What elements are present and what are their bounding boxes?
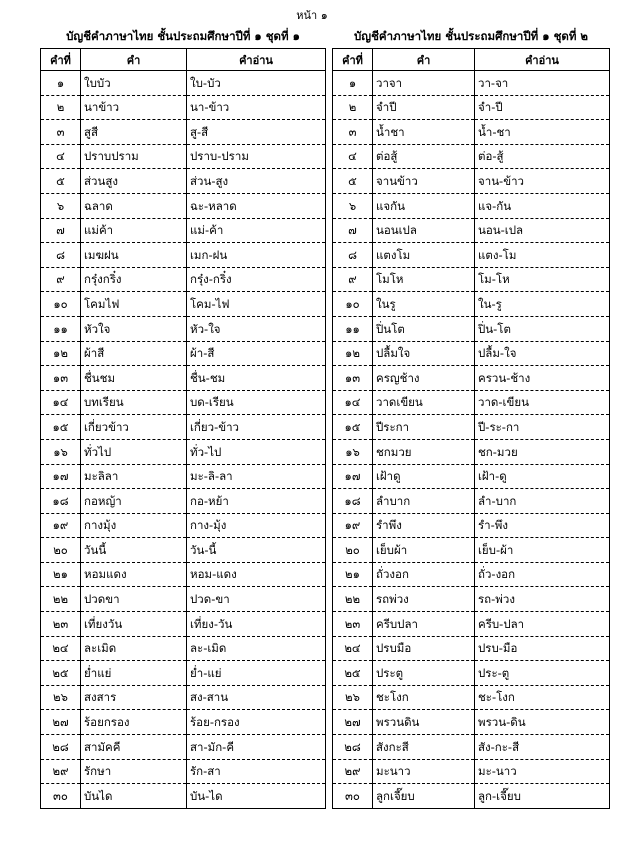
row-word: ฉลาด bbox=[81, 193, 187, 218]
table-row bbox=[41, 759, 326, 784]
row-number: ๒๓ bbox=[41, 612, 81, 637]
row-number: ๗ bbox=[41, 218, 81, 243]
row-reading: ชื่น-ชม bbox=[187, 366, 326, 391]
row-reading: แตง-โม bbox=[475, 243, 610, 268]
table-row bbox=[41, 489, 326, 514]
table-1-title: บัญชีคำภาษาไทย ชั้นประถมศึกษาปีที่ ๑ ชุดที่ ๑ bbox=[66, 29, 300, 43]
row-reading: ครวน-ช้าง bbox=[475, 366, 610, 391]
row-reading: ปลื้ม-ใจ bbox=[475, 341, 610, 366]
row-number: ๑๙ bbox=[41, 513, 81, 538]
row-number: ๑๓ bbox=[41, 366, 81, 391]
row-word: ชื่นชม bbox=[81, 366, 187, 391]
row-word: รถพ่วง bbox=[373, 587, 475, 612]
row-number: ๑๑ bbox=[41, 316, 81, 341]
row-reading: สา-มัก-คี bbox=[187, 735, 326, 760]
table-row bbox=[41, 144, 326, 169]
row-word: ปราบปราม bbox=[81, 144, 187, 169]
table-row bbox=[41, 784, 326, 809]
row-number: ๑ bbox=[41, 71, 81, 96]
table-row bbox=[41, 316, 326, 341]
row-word: พรวนดิน bbox=[373, 710, 475, 735]
table-row bbox=[41, 710, 326, 735]
row-number: ๒๕ bbox=[41, 661, 81, 686]
row-word: เกี่ยวข้าว bbox=[81, 415, 187, 440]
row-word: ร้อยกรอง bbox=[81, 710, 187, 735]
row-number: ๒๔ bbox=[333, 636, 373, 661]
row-number: ๓ bbox=[333, 120, 373, 145]
table-row bbox=[333, 464, 610, 489]
row-reading: บัน-ได bbox=[187, 784, 326, 809]
table-row bbox=[333, 439, 610, 464]
row-word: รำพึง bbox=[373, 513, 475, 538]
row-number: ๑๖ bbox=[333, 439, 373, 464]
row-word: มะลิลา bbox=[81, 464, 187, 489]
row-reading: โม-โห bbox=[475, 267, 610, 292]
page-number: หน้า ๑ bbox=[296, 9, 328, 22]
row-reading: ปวด-ขา bbox=[187, 587, 326, 612]
table-row bbox=[333, 562, 610, 587]
row-reading: ชก-มวย bbox=[475, 439, 610, 464]
row-number: ๘ bbox=[333, 243, 373, 268]
table-row bbox=[333, 759, 610, 784]
table-row bbox=[41, 562, 326, 587]
row-number: ๒๐ bbox=[333, 538, 373, 563]
row-word: ต่อสู้ bbox=[373, 144, 475, 169]
row-reading: โคม-ไฟ bbox=[187, 292, 326, 317]
row-word: หอมแดง bbox=[81, 562, 187, 587]
row-word: ทั่วไป bbox=[81, 439, 187, 464]
row-number: ๑๖ bbox=[41, 439, 81, 464]
table-row bbox=[333, 390, 610, 415]
row-word: จำปี bbox=[373, 95, 475, 120]
table-row bbox=[41, 685, 326, 710]
table-row bbox=[333, 710, 610, 735]
row-word: แตงโม bbox=[373, 243, 475, 268]
row-reading: ละ-เมิด bbox=[187, 636, 326, 661]
row-number: ๑๑ bbox=[333, 316, 373, 341]
row-word: ใบบัว bbox=[81, 71, 187, 96]
row-reading: วา-จา bbox=[475, 71, 610, 96]
table-row bbox=[333, 489, 610, 514]
row-number: ๒๘ bbox=[333, 735, 373, 760]
row-word: วาดเขียน bbox=[373, 390, 475, 415]
row-number: ๒๓ bbox=[333, 612, 373, 637]
row-number: ๑๒ bbox=[333, 341, 373, 366]
table-row bbox=[41, 267, 326, 292]
row-word: ปลื้มใจ bbox=[373, 341, 475, 366]
row-reading: ชะ-โงก bbox=[475, 685, 610, 710]
row-word: น้ำชา bbox=[373, 120, 475, 145]
row-number: ๔ bbox=[41, 144, 81, 169]
row-word: โคมไฟ bbox=[81, 292, 187, 317]
table-row bbox=[333, 120, 610, 145]
table-row bbox=[41, 292, 326, 317]
row-word: ประตู bbox=[373, 661, 475, 686]
row-reading: แจ-กัน bbox=[475, 193, 610, 218]
row-word: แจกัน bbox=[373, 193, 475, 218]
row-word: ชกมวย bbox=[373, 439, 475, 464]
row-reading: ประ-ตู bbox=[475, 661, 610, 686]
row-word: เที่ยงวัน bbox=[81, 612, 187, 637]
table-row bbox=[333, 661, 610, 686]
table-row bbox=[41, 636, 326, 661]
table-row bbox=[41, 612, 326, 637]
row-number: ๒๑ bbox=[333, 562, 373, 587]
row-word: ปีระกา bbox=[373, 415, 475, 440]
row-word: ครญช้าง bbox=[373, 366, 475, 391]
table-header-row bbox=[41, 49, 326, 71]
row-reading: ย่ำ-แย่ bbox=[187, 661, 326, 686]
row-word: แม่ค้า bbox=[81, 218, 187, 243]
row-reading: ส่วน-สูง bbox=[187, 169, 326, 194]
table-row bbox=[333, 71, 610, 96]
table-row bbox=[333, 144, 610, 169]
row-word: ลำบาก bbox=[373, 489, 475, 514]
row-reading: เย็บ-ผ้า bbox=[475, 538, 610, 563]
table-row bbox=[41, 95, 326, 120]
row-number: ๒ bbox=[333, 95, 373, 120]
row-word: วาจา bbox=[373, 71, 475, 96]
table-row bbox=[41, 735, 326, 760]
row-reading: มะ-ลิ-ลา bbox=[187, 464, 326, 489]
table-row bbox=[333, 267, 610, 292]
row-reading: ปิ่น-โต bbox=[475, 316, 610, 341]
row-number: ๑ bbox=[333, 71, 373, 96]
row-reading: ลูก-เจี๊ยบ bbox=[475, 784, 610, 809]
row-reading: ฉะ-หลาด bbox=[187, 193, 326, 218]
row-number: ๑๙ bbox=[333, 513, 373, 538]
row-number: ๑๕ bbox=[41, 415, 81, 440]
row-reading: สง-สาน bbox=[187, 685, 326, 710]
row-reading: จำ-ปี bbox=[475, 95, 610, 120]
table-row bbox=[333, 341, 610, 366]
row-number: ๒ bbox=[41, 95, 81, 120]
row-word: ปวดขา bbox=[81, 587, 187, 612]
row-word: กอหญ้า bbox=[81, 489, 187, 514]
row-number: ๒๖ bbox=[41, 685, 81, 710]
row-word: กรุ๋งกริ๋ง bbox=[81, 267, 187, 292]
word-table-set-1 bbox=[40, 48, 326, 809]
row-word: ถั่วงอก bbox=[373, 562, 475, 587]
row-reading: ร้อย-กรอง bbox=[187, 710, 326, 735]
row-number: ๒๗ bbox=[333, 710, 373, 735]
row-reading: วาด-เขียน bbox=[475, 390, 610, 415]
row-reading: กอ-หย้า bbox=[187, 489, 326, 514]
row-reading: หอม-แดง bbox=[187, 562, 326, 587]
row-reading: รถ-พ่วง bbox=[475, 587, 610, 612]
row-word: ปรบมือ bbox=[373, 636, 475, 661]
row-word: นอนเปล bbox=[373, 218, 475, 243]
row-reading: เฝ้า-ดู bbox=[475, 464, 610, 489]
table-row bbox=[333, 636, 610, 661]
row-number: ๓๐ bbox=[333, 784, 373, 809]
table-row bbox=[333, 316, 610, 341]
row-number: ๑๒ bbox=[41, 341, 81, 366]
row-number: ๒๒ bbox=[333, 587, 373, 612]
row-number: ๓ bbox=[41, 120, 81, 145]
row-reading: จาน-ข้าว bbox=[475, 169, 610, 194]
row-number: ๖ bbox=[41, 193, 81, 218]
row-word: ส่วนสูง bbox=[81, 169, 187, 194]
table-row bbox=[333, 735, 610, 760]
table-row bbox=[41, 341, 326, 366]
table-row bbox=[41, 661, 326, 686]
table-row bbox=[41, 390, 326, 415]
row-word: มะนาว bbox=[373, 759, 475, 784]
table-row bbox=[41, 439, 326, 464]
table-row bbox=[41, 464, 326, 489]
row-number: ๑๘ bbox=[333, 489, 373, 514]
header-number: คำที่ bbox=[333, 49, 373, 71]
row-word: ละเมิด bbox=[81, 636, 187, 661]
row-number: ๔ bbox=[333, 144, 373, 169]
row-reading: ปี-ระ-กา bbox=[475, 415, 610, 440]
table-header-row bbox=[333, 49, 610, 71]
row-word: สงสาร bbox=[81, 685, 187, 710]
row-reading: หัว-ใจ bbox=[187, 316, 326, 341]
row-number: ๙ bbox=[41, 267, 81, 292]
header-number: คำที่ bbox=[41, 49, 81, 71]
row-reading: ผ้า-สี bbox=[187, 341, 326, 366]
table-row bbox=[333, 95, 610, 120]
table-row bbox=[333, 587, 610, 612]
table-row bbox=[333, 366, 610, 391]
row-number: ๑๘ bbox=[41, 489, 81, 514]
row-number: ๒๕ bbox=[333, 661, 373, 686]
table-row bbox=[41, 366, 326, 391]
row-word: บันได bbox=[81, 784, 187, 809]
row-number: ๒๐ bbox=[41, 538, 81, 563]
row-reading: วัน-นี้ bbox=[187, 538, 326, 563]
row-number: ๑๓ bbox=[333, 366, 373, 391]
row-number: ๒๘ bbox=[41, 735, 81, 760]
row-number: ๖ bbox=[333, 193, 373, 218]
row-reading: ถั่ว-งอก bbox=[475, 562, 610, 587]
table-row bbox=[41, 243, 326, 268]
word-table-set-2 bbox=[332, 48, 610, 809]
row-word: วันนี้ bbox=[81, 538, 187, 563]
row-reading: ปรบ-มือ bbox=[475, 636, 610, 661]
row-word: เย็บผ้า bbox=[373, 538, 475, 563]
table-row bbox=[333, 513, 610, 538]
header-word: คำ bbox=[373, 49, 475, 71]
table-row bbox=[41, 71, 326, 96]
row-word: สูสี bbox=[81, 120, 187, 145]
row-reading: สู-สี bbox=[187, 120, 326, 145]
row-number: ๒๙ bbox=[333, 759, 373, 784]
table-row bbox=[333, 685, 610, 710]
row-reading: รำ-พึง bbox=[475, 513, 610, 538]
row-number: ๑๕ bbox=[333, 415, 373, 440]
table-row bbox=[333, 784, 610, 809]
row-number: ๒๒ bbox=[41, 587, 81, 612]
row-word: นาข้าว bbox=[81, 95, 187, 120]
row-word: เฝ้าดู bbox=[373, 464, 475, 489]
row-word: รักษา bbox=[81, 759, 187, 784]
row-word: ลูกเจี๊ยบ bbox=[373, 784, 475, 809]
table-row bbox=[41, 218, 326, 243]
row-reading: พรวน-ดิน bbox=[475, 710, 610, 735]
row-reading: ใน-รู bbox=[475, 292, 610, 317]
header-word: คำ bbox=[81, 49, 187, 71]
row-word: สังกะสี bbox=[373, 735, 475, 760]
row-number: ๓๐ bbox=[41, 784, 81, 809]
row-word: สามัคคี bbox=[81, 735, 187, 760]
row-reading: ทั่ว-ไป bbox=[187, 439, 326, 464]
table-2-title: บัญชีคำภาษาไทย ชั้นประถมศึกษาปีที่ ๑ ชุดที่ ๒ bbox=[353, 29, 589, 43]
table-row bbox=[333, 415, 610, 440]
row-word: ในรู bbox=[373, 292, 475, 317]
row-word: จานข้าว bbox=[373, 169, 475, 194]
row-number: ๕ bbox=[41, 169, 81, 194]
row-reading: เที่ยง-วัน bbox=[187, 612, 326, 637]
row-reading: แม่-ค้า bbox=[187, 218, 326, 243]
table-row bbox=[333, 218, 610, 243]
row-number: ๒๔ bbox=[41, 636, 81, 661]
row-reading: เมก-ฝน bbox=[187, 243, 326, 268]
row-reading: นา-ข้าว bbox=[187, 95, 326, 120]
row-reading: มะ-นาว bbox=[475, 759, 610, 784]
row-number: ๒๗ bbox=[41, 710, 81, 735]
table-row bbox=[41, 513, 326, 538]
row-number: ๙ bbox=[333, 267, 373, 292]
row-word: หัวใจ bbox=[81, 316, 187, 341]
row-word: ชะโงก bbox=[373, 685, 475, 710]
table-row bbox=[333, 538, 610, 563]
table-row bbox=[41, 538, 326, 563]
table-row bbox=[333, 169, 610, 194]
table-row bbox=[333, 193, 610, 218]
table-row bbox=[41, 193, 326, 218]
row-reading: กรุ๋ง-กริ๋ง bbox=[187, 267, 326, 292]
row-word: บทเรียน bbox=[81, 390, 187, 415]
row-word: ย่ำแย่ bbox=[81, 661, 187, 686]
row-reading: บด-เรียน bbox=[187, 390, 326, 415]
row-number: ๒๙ bbox=[41, 759, 81, 784]
table-row bbox=[333, 292, 610, 317]
row-number: ๑๔ bbox=[333, 390, 373, 415]
row-number: ๘ bbox=[41, 243, 81, 268]
row-reading: สัง-กะ-สี bbox=[475, 735, 610, 760]
table-row bbox=[333, 243, 610, 268]
table-row bbox=[41, 120, 326, 145]
table-row bbox=[333, 612, 610, 637]
row-reading: ลำ-บาก bbox=[475, 489, 610, 514]
row-word: กางมุ้ง bbox=[81, 513, 187, 538]
row-word: ครีบปลา bbox=[373, 612, 475, 637]
row-reading: ปราบ-ปราม bbox=[187, 144, 326, 169]
row-word: ผ้าสี bbox=[81, 341, 187, 366]
row-number: ๑๐ bbox=[41, 292, 81, 317]
row-number: ๑๗ bbox=[41, 464, 81, 489]
row-word: เมฆฝน bbox=[81, 243, 187, 268]
row-reading: น้ำ-ชา bbox=[475, 120, 610, 145]
table-row bbox=[41, 587, 326, 612]
row-number: ๑๗ bbox=[333, 464, 373, 489]
row-word: ปิ่นโต bbox=[373, 316, 475, 341]
row-word: โมโห bbox=[373, 267, 475, 292]
header-reading: คำอ่าน bbox=[187, 49, 326, 71]
row-number: ๒๑ bbox=[41, 562, 81, 587]
table-row bbox=[41, 415, 326, 440]
row-number: ๒๖ bbox=[333, 685, 373, 710]
table-row bbox=[41, 169, 326, 194]
row-number: ๕ bbox=[333, 169, 373, 194]
row-reading: ต่อ-สู้ bbox=[475, 144, 610, 169]
row-number: ๑๔ bbox=[41, 390, 81, 415]
header-reading: คำอ่าน bbox=[475, 49, 610, 71]
row-reading: เกี่ยว-ข้าว bbox=[187, 415, 326, 440]
row-number: ๗ bbox=[333, 218, 373, 243]
row-number: ๑๐ bbox=[333, 292, 373, 317]
row-reading: กาง-มุ้ง bbox=[187, 513, 326, 538]
row-reading: รัก-สา bbox=[187, 759, 326, 784]
row-reading: ใบ-บัว bbox=[187, 71, 326, 96]
row-reading: นอน-เปล bbox=[475, 218, 610, 243]
row-reading: ครีบ-ปลา bbox=[475, 612, 610, 637]
